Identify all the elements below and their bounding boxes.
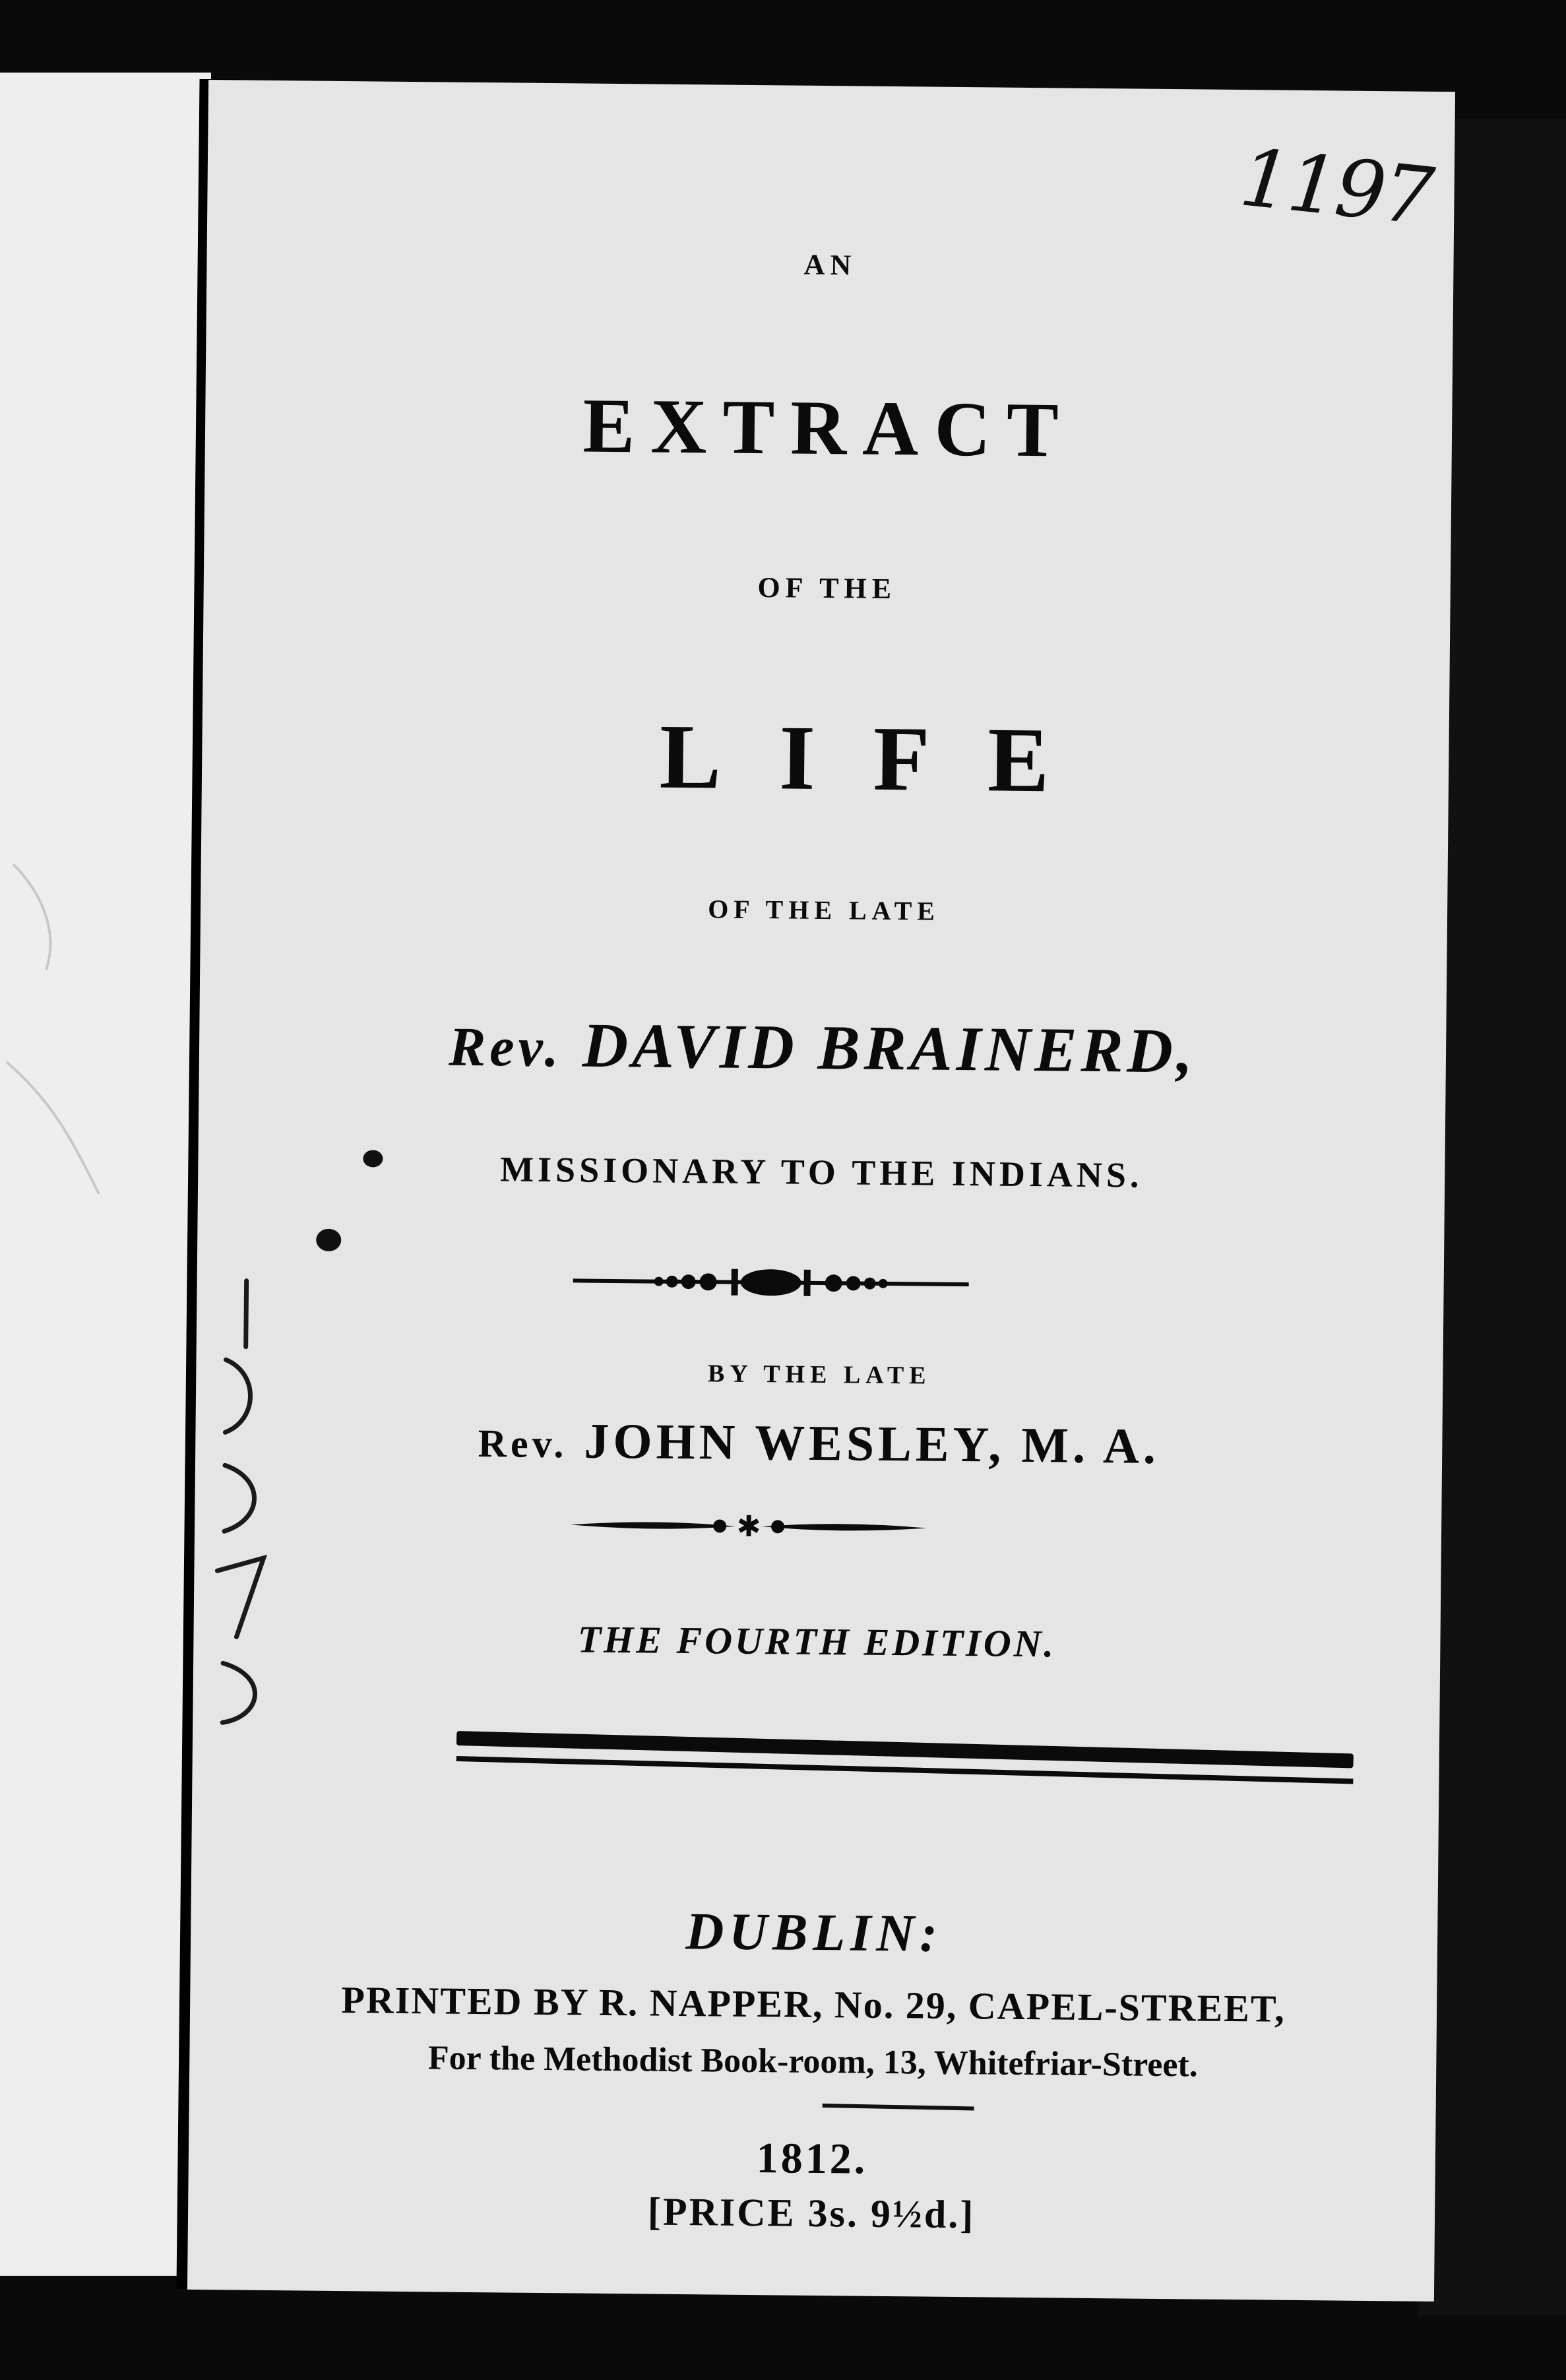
- subject-prefix: Rev.: [448, 1016, 563, 1079]
- short-rule: [823, 2104, 974, 2111]
- author-name: JOHN WESLEY, M. A.: [584, 1413, 1160, 1474]
- by-the-late: BY THE LATE: [707, 1360, 931, 1390]
- imprint-year: 1812.: [756, 2134, 868, 2183]
- title-page: [187, 80, 1455, 2302]
- edition: THE FOURTH EDITION.: [577, 1617, 1057, 1666]
- ink-spot: [316, 1229, 341, 1251]
- subject-role: MISSIONARY TO THE INDIANS.: [499, 1149, 1143, 1195]
- subject-line: [199, 1010, 1447, 1085]
- ornament-rule-middle: [564, 1508, 933, 1544]
- ornament-rule-top: [566, 1261, 976, 1304]
- imprint-printer: PRINTED BY R. NAPPER, No. 29, CAPEL-STREET,: [341, 1978, 1286, 2030]
- line-extract: EXTRACT: [582, 382, 1075, 474]
- line-of-the-late: OF THE LATE: [707, 894, 941, 926]
- imprint-price: [PRICE 3s. 9½d.]: [647, 2189, 976, 2237]
- handwritten-shelf-mark: 1197: [1236, 132, 1435, 243]
- line-an: AN: [803, 248, 857, 282]
- line-life: LIFE: [659, 705, 1108, 813]
- imprint-place: DUBLIN:: [685, 1902, 943, 1963]
- line-of-the: OF THE: [757, 571, 897, 606]
- author-line: [195, 1412, 1443, 1474]
- imprint-publisher: For the Methodist Book-room, 13, Whitefriar-Street.: [427, 2039, 1199, 2084]
- svg-text:✱: ✱: [736, 1509, 761, 1544]
- pencil-annotation: [196, 1267, 293, 1730]
- subject-name: DAVID BRAINERD,: [582, 1009, 1197, 1086]
- ink-spot: [363, 1150, 383, 1167]
- author-prefix: Rev.: [478, 1422, 568, 1466]
